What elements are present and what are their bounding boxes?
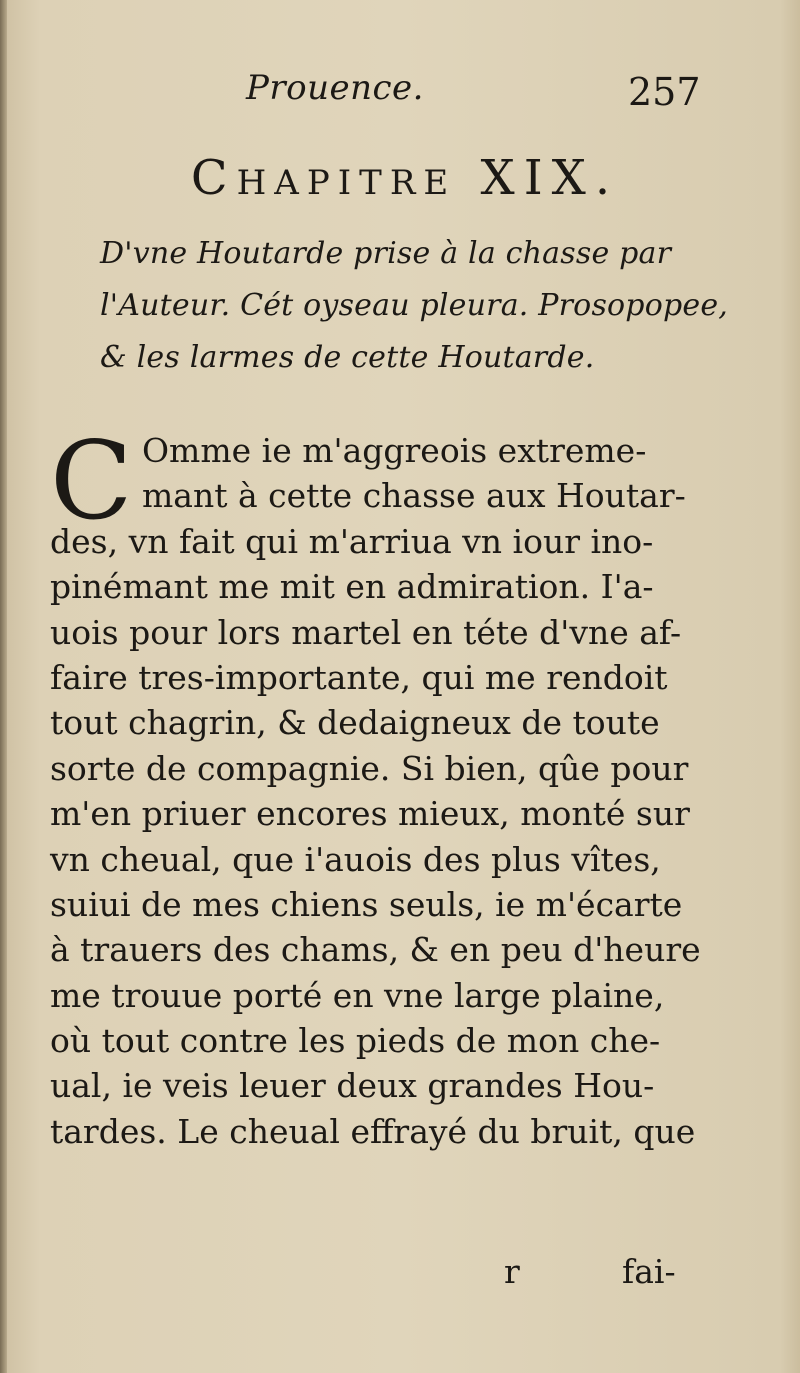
body-line: tardes. Le cheual effrayé du bruit, que [50, 1111, 696, 1151]
body-text [50, 419, 740, 1154]
signature-mark: r [504, 1252, 520, 1291]
chapter-heading-word: HAPITRE [236, 163, 457, 203]
chapter-heading-initial: C [190, 150, 237, 206]
footer-line [0, 1252, 800, 1302]
body-line: où tout contre les pieds de mon che- [50, 1021, 661, 1061]
body-line: sorte de compagnie. Si bien, qûe pour [50, 748, 689, 788]
page-number: 257 [628, 70, 701, 114]
summary-line: & les larmes de cette Houtarde. [100, 340, 595, 375]
body-line: à trauers des chams, & en peu d'heure [50, 930, 701, 970]
body-line: vn cheual, que i'auois des plus vîtes, [50, 839, 661, 879]
catchword: fai- [622, 1252, 676, 1291]
body-line: tout chagrin, & dedaigneux de toute [50, 703, 660, 743]
drop-cap: C [50, 419, 133, 544]
running-header [0, 68, 800, 118]
body-line: m'en priuer encores mieux, monté sur [50, 794, 690, 834]
body-line: des, vn fait qui m'arriua vn iour ino- [50, 521, 654, 561]
body-line: uois pour lors martel en téte d'vne af- [50, 612, 682, 652]
running-title: Prouence. [246, 68, 424, 108]
body-line: suiui de mes chiens seuls, ie m'écarte [50, 884, 683, 924]
body-line: faire tres-importante, qui me rendoit [50, 657, 668, 697]
body-line: me trouue porté en vne large plaine, [50, 975, 665, 1015]
chapter-summary [100, 228, 729, 384]
body-line: pinémant me mit en admiration. I'a- [50, 567, 654, 607]
summary-line: l'Auteur. Cét oyseau pleura. Prosopopee, [100, 288, 729, 323]
summary-line: D'vne Houtarde prise à la chasse par [100, 236, 672, 271]
body-line: ual, ie veis leuer deux grandes Hou- [50, 1066, 655, 1106]
body-line: mant à cette chasse aux Houtar- [142, 476, 686, 516]
chapter-number: XIX. [480, 150, 620, 206]
body-line: Omme ie m'aggreois extreme- [142, 431, 647, 470]
chapter-heading [0, 150, 800, 206]
